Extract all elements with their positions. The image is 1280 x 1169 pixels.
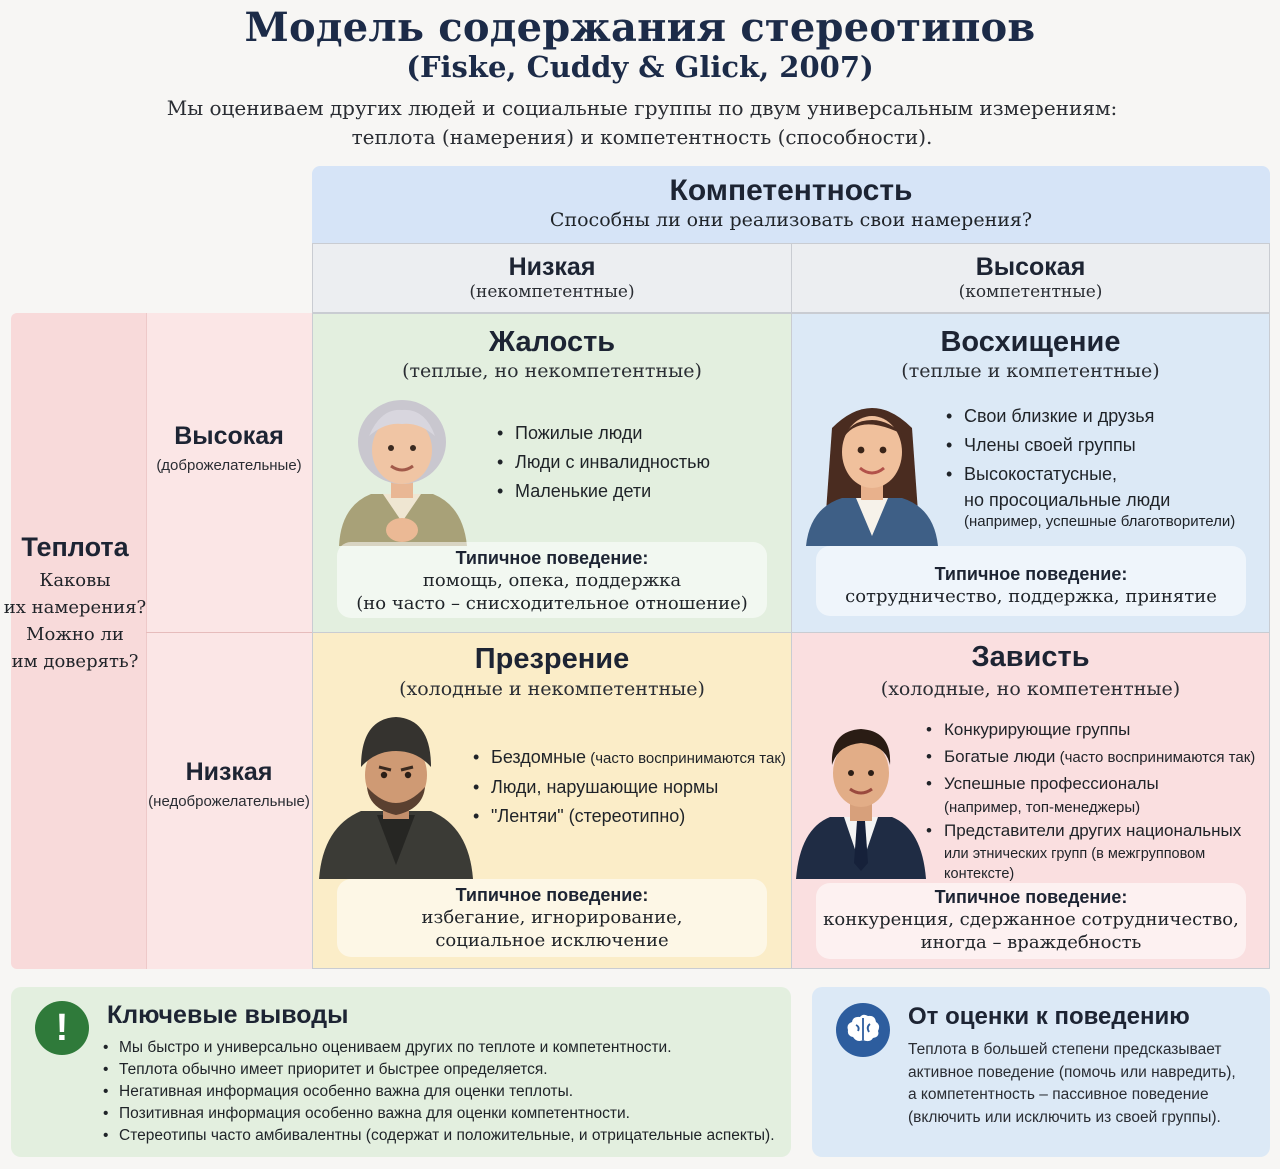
elderly-woman-portrait: [331, 394, 473, 546]
quadrant-admiration: [791, 313, 1270, 633]
warmth-title: Теплота: [21, 532, 129, 562]
key-findings-list: [103, 1037, 783, 1147]
behavior-title: Типичное поведение:: [934, 564, 1128, 584]
brain-icon: [836, 1003, 890, 1057]
exclamation-icon: !: [35, 1001, 89, 1055]
warmth-axis-label: [0, 532, 150, 675]
behavior-text: иногда – враждебность: [920, 932, 1142, 953]
column-header-low: [312, 243, 792, 313]
list-item: [946, 460, 1235, 533]
behavior-text: помощь, опека, поддержка: [422, 570, 682, 591]
column-header-high: [791, 243, 1270, 313]
list-item: [926, 744, 1269, 772]
behavior-text: конкуренция, сдержанное сотрудничество,: [823, 909, 1239, 930]
group-list: [473, 743, 786, 831]
behavior-panel-title: От оценки к поведению: [908, 1003, 1190, 1030]
behavior-text: избегание, игнорирование,: [421, 907, 683, 928]
warmth-question-line: их намерения?: [3, 597, 147, 618]
list-item: [473, 802, 786, 831]
list-item-note: (например, топ-менеджеры): [944, 798, 1141, 816]
quadrant-subtitle: (теплые и компетентные): [901, 360, 1160, 382]
competence-axis-header: [312, 166, 1270, 243]
group-list: [497, 419, 710, 506]
evaluation-to-behavior-panel: [812, 987, 1270, 1157]
competence-question: Способны ли они реализовать свои намерения?: [549, 209, 1033, 231]
warmth-question-line: им доверять?: [11, 651, 139, 672]
behavior-box: [337, 879, 767, 957]
list-item: [473, 743, 786, 773]
warmth-row-headers: [146, 313, 312, 969]
quadrant-envy: [791, 632, 1270, 969]
list-item: • Мы быстро и универсально оцениваем других по теплоте и компетентности.: [103, 1037, 783, 1059]
quadrant-contempt: [312, 632, 792, 969]
group-list: [926, 717, 1269, 884]
list-item-text: "Лентяи" (стереотипно): [491, 806, 686, 826]
list-item: • Свои близкие и друзья: [946, 402, 1235, 431]
behavior-text: (но часто – снисходительное отношение): [356, 593, 748, 614]
behavior-title: Типичное поведение:: [455, 548, 649, 568]
row-header-low: [146, 758, 312, 810]
list-item-text: • Успешные профессионалы: [944, 774, 1159, 793]
list-item-text: Конкурирующие группы: [944, 720, 1131, 739]
intro-line: теплота (намерения) и компетентность (способности).: [351, 125, 933, 149]
behavior-text: социальное исключение: [435, 930, 669, 951]
list-item: [926, 717, 1269, 744]
list-item: • Стереотипы часто амбивалентны (содержат и положительные, и отрицательные аспекты).: [103, 1125, 783, 1147]
behavior-box: [816, 546, 1246, 616]
list-item: • Пожилые люди: [497, 419, 710, 448]
list-item-text: Люди, нарушающие нормы: [491, 777, 719, 797]
row-header-high: [146, 422, 312, 474]
group-list: [946, 402, 1235, 533]
list-item-cont: но просоциальные люди: [964, 490, 1171, 510]
list-item-text: • Представители других национальных: [944, 820, 1242, 840]
list-item: • Члены своей группы: [946, 431, 1235, 460]
row-high-title: Высокая: [174, 422, 284, 450]
behavior-box: [337, 542, 767, 618]
warmth-divider: [146, 632, 312, 633]
row-low-sub: (недоброжелательные): [148, 793, 310, 810]
list-item: [473, 773, 786, 802]
quadrant-title: Восхищение: [940, 326, 1121, 358]
quadrant-subtitle: (теплые, но некомпетентные): [402, 360, 702, 382]
quadrant-title: Презрение: [474, 643, 630, 675]
behavior-panel-text: [908, 1039, 1258, 1129]
column-low-sub: (некомпетентные): [469, 282, 635, 302]
list-item: • Люди с инвалидностью: [497, 448, 710, 477]
quadrant-title: Зависть: [971, 641, 1090, 673]
list-item: [926, 818, 1269, 885]
list-item-note: (например, успешные благотворители): [964, 513, 1236, 530]
row-low-title: Низкая: [185, 758, 273, 786]
quadrant-pity: [312, 313, 792, 633]
list-item-text: Богатые люди: [944, 746, 1056, 766]
text-line: а компетентность – пассивное поведение: [908, 1086, 1209, 1103]
warmth-question-line: Каковы: [39, 570, 111, 591]
list-item-text: Бездомные: [491, 747, 587, 767]
warmth-question: [0, 567, 150, 675]
list-item-note: (часто воспринимаются так): [586, 750, 786, 767]
list-item: [926, 771, 1269, 818]
homeless-man-portrait: [317, 715, 475, 879]
quadrant-subtitle: (холодные и некомпетентные): [399, 678, 705, 700]
behavior-title: Типичное поведение:: [934, 887, 1128, 907]
page-title: Модель содержания стереотипов: [244, 4, 1036, 51]
page-subtitle: (Fiske, Cuddy & Glick, 2007): [406, 50, 874, 84]
column-low-title: Низкая: [508, 253, 596, 281]
list-item: • Позитивная информация особенно важна для оценки компетентности.: [103, 1103, 783, 1125]
quadrant-title: Жалость: [488, 326, 616, 358]
behavior-text: сотрудничество, поддержка, принятие: [845, 586, 1217, 607]
row-high-sub: (доброжелательные): [156, 457, 302, 474]
text-line: активное поведение (помочь или навредить),: [908, 1063, 1236, 1081]
text-line: (включить или исключить из своей группы).: [908, 1108, 1221, 1126]
quadrant-subtitle: (холодные, но компетентные): [880, 678, 1181, 700]
list-item: • Теплота обычно имеет приоритет и быстрее определяется.: [103, 1059, 783, 1081]
intro-text: [140, 94, 1144, 152]
column-high-sub: (компетентные): [958, 282, 1103, 302]
warmth-question-line: Можно ли: [26, 624, 124, 645]
list-item-note: (часто воспринимаются так): [1055, 748, 1256, 766]
text-line: Теплота в большей степени предсказывает: [908, 1041, 1222, 1058]
list-item-note: или этнических групп (в межгрупповом контексте): [944, 846, 1206, 882]
competence-title: Компетентность: [669, 174, 913, 207]
behavior-title: Типичное поведение:: [455, 885, 649, 905]
list-item-text: • Высокостатусные,: [964, 464, 1118, 484]
behavior-box: [816, 883, 1246, 959]
businessman-portrait: [794, 717, 928, 879]
column-high-title: Высокая: [975, 253, 1086, 281]
intro-line: Мы оцениваем других людей и социальные группы по двум универсальным измерениям:: [166, 96, 1118, 120]
list-item: • Маленькие дети: [497, 477, 710, 506]
businesswoman-portrait: [802, 394, 942, 546]
key-findings-panel: [11, 987, 791, 1157]
list-item: • Негативная информация особенно важна для оценки теплоты.: [103, 1081, 783, 1103]
key-findings-title: Ключевые выводы: [107, 1001, 349, 1029]
